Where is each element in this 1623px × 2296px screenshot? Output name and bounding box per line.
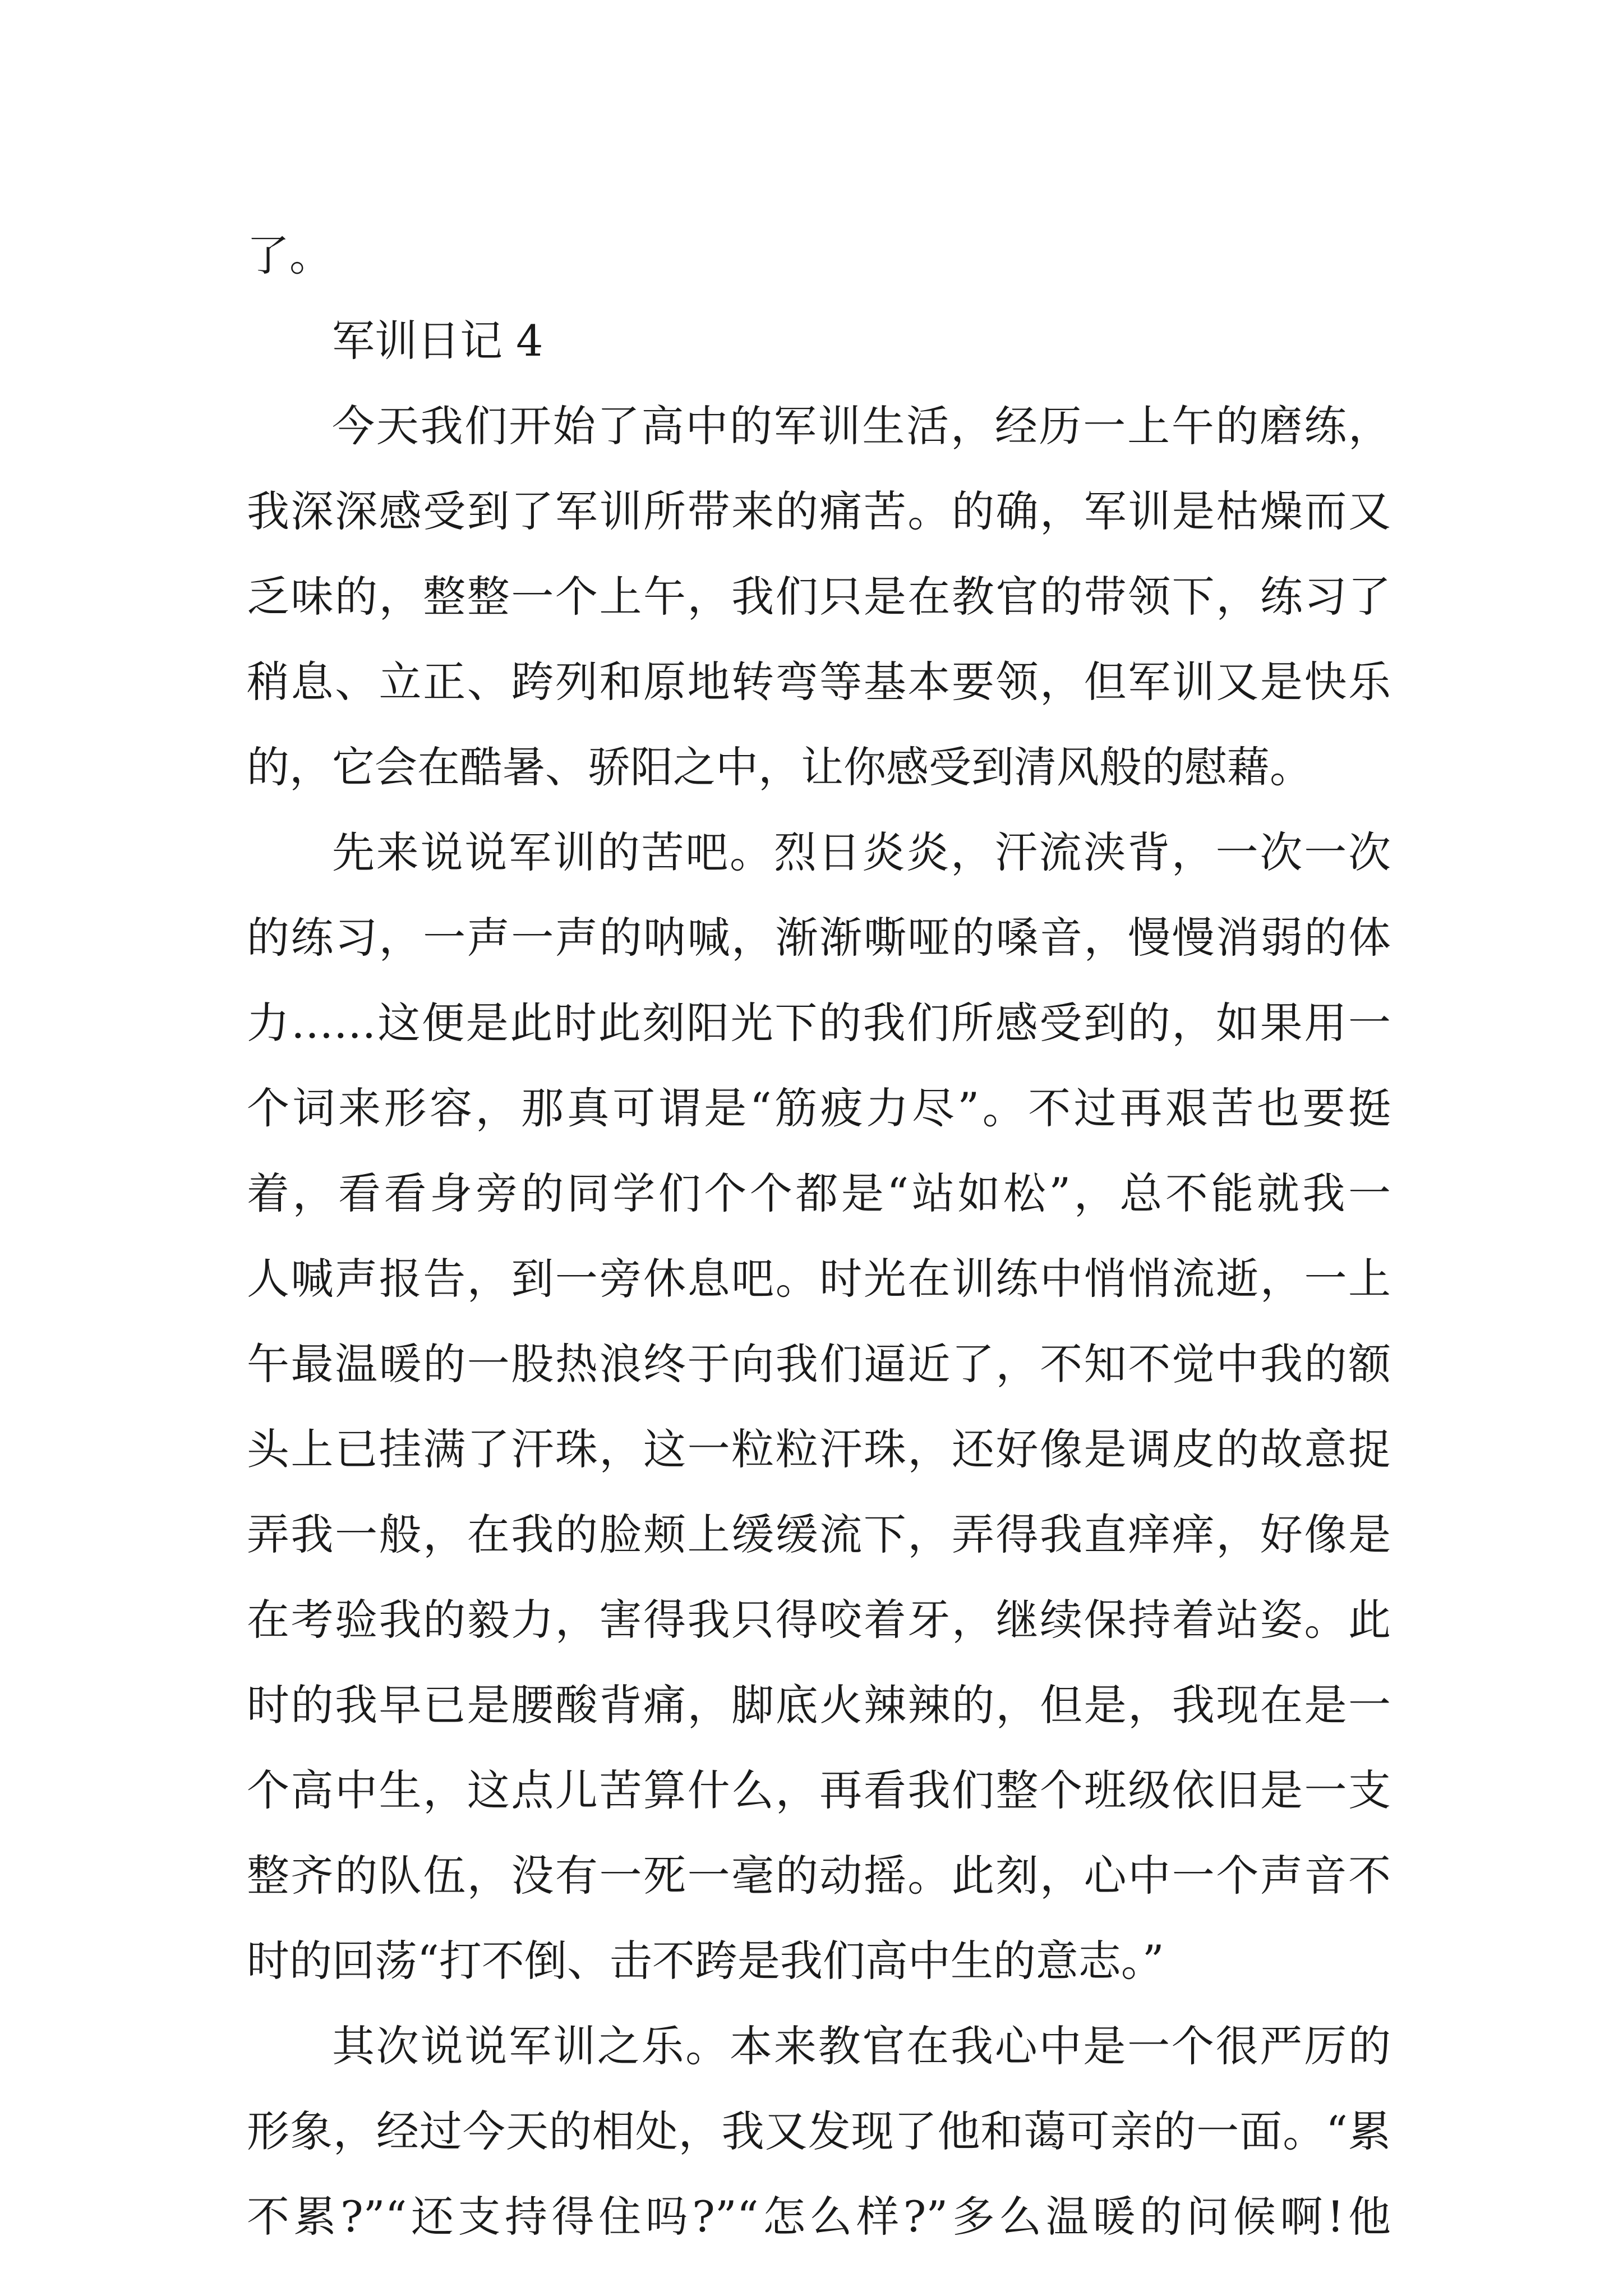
text-line: 稍息、立正、跨列和原地转弯等基本要领，但军训又是快乐	[247, 657, 1391, 707]
text-line: 今天我们开始了高中的军训生活，经历一上午的磨练，	[332, 401, 1391, 451]
text-line: 午最温暖的一股热浪终于向我们逼近了，不知不觉中我的额	[247, 1339, 1391, 1389]
text-line: 力……这便是此时此刻阳光下的我们所感受到的，如果用一	[247, 998, 1391, 1048]
text-line: 弄我一般，在我的脸颊上缓缓流下，弄得我直痒痒，好像是	[247, 1510, 1391, 1559]
text-line: 个高中生，这点儿苦算什么，再看我们整个班级依旧是一支	[247, 1765, 1391, 1815]
text-line: 先来说说军训的苦吧。烈日炎炎，汗流浃背，一次一次	[332, 827, 1391, 877]
document-body	[247, 213, 1391, 2260]
text-line: 乏味的，整整一个上午，我们只是在教官的带领下，练习了	[247, 572, 1391, 622]
text-line: 头上已挂满了汗珠，这一粒粒汗珠，还好像是调皮的故意捉	[247, 1424, 1391, 1474]
text-line: 时的我早已是腰酸背痛，脚底火辣辣的，但是，我现在是一	[247, 1680, 1391, 1730]
text-line: 了。	[247, 231, 332, 280]
text-line: 的练习，一声一声的呐喊，渐渐嘶哑的嗓音，慢慢消弱的体	[247, 913, 1391, 963]
text-line: 不累?”“还支持得住吗?”“怎么样?”多么温暖的问候啊!他	[247, 2192, 1391, 2242]
text-line: 我深深感受到了军训所带来的痛苦。的确，军训是枯燥而又	[247, 486, 1391, 536]
text-line: 时的回荡“打不倒、击不跨是我们高中生的意志。”	[247, 1936, 1164, 1986]
text-line: 的，它会在酷暑、骄阳之中，让你感受到清风般的慰藉。	[247, 742, 1312, 792]
text-line: 在考验我的毅力，害得我只得咬着牙，继续保持着站姿。此	[247, 1595, 1391, 1645]
text-line: 人喊声报告，到一旁休息吧。时光在训练中悄悄流逝，一上	[247, 1254, 1391, 1304]
text-line: 其次说说军训之乐。本来教官在我心中是一个很严厉的	[332, 2021, 1391, 2071]
text-line: 着，看看身旁的同学们个个都是“站如松”，总不能就我一	[247, 1168, 1391, 1218]
text-line: 整齐的队伍，没有一死一毫的动摇。此刻，心中一个声音不	[247, 1851, 1391, 1901]
section-heading: 军训日记 4	[332, 316, 543, 366]
text-line: 个词来形容，那真可谓是“筋疲力尽”。不过再艰苦也要挺	[247, 1083, 1391, 1133]
text-line: 形象，经过今天的相处，我又发现了他和蔼可亲的一面。“累	[247, 2106, 1391, 2156]
